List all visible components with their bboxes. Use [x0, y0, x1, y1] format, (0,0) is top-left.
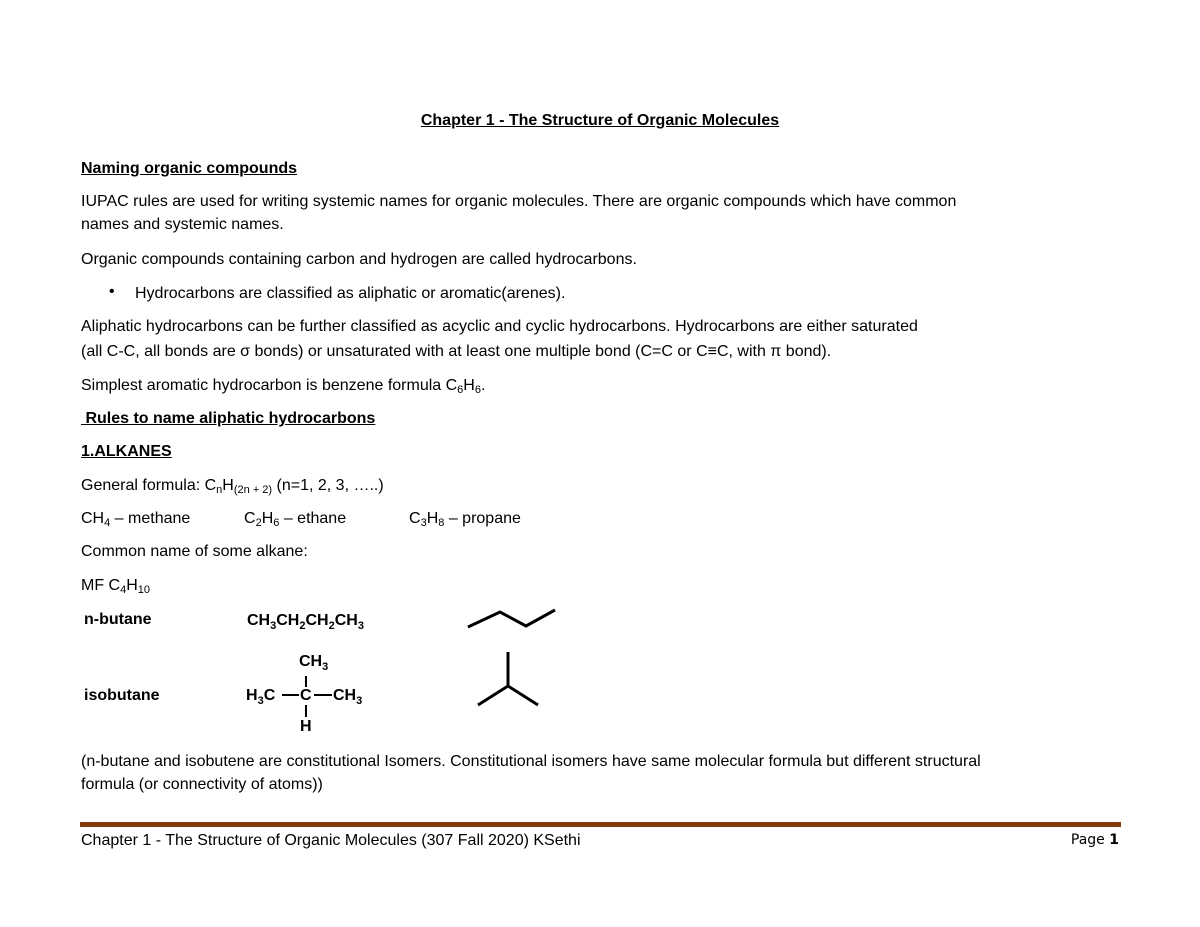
heading-alkanes: 1.ALKANES — [81, 443, 172, 460]
paragraph-isomers-line2: formula (or connectivity of atoms)) — [81, 776, 323, 793]
molecular-formula: MF $C_4H_{10}$ — [81, 577, 151, 596]
isobutane-bonds — [240, 660, 380, 730]
isobutane-right-methyl: $CH_3$ — [333, 687, 363, 707]
paragraph-iupac-line2: names and systemic names. — [81, 216, 284, 233]
n-butane-skeletal-structure — [460, 600, 570, 640]
paragraph-aliphatic-line2: (all C-C, all bonds are σ bonds) or unsaturated with at least one multiple bond (C=C or C≡C, with π bond). — [81, 343, 832, 360]
chapter-title: Chapter 1 - The Structure of Organic Molecules — [420, 112, 780, 129]
paragraph-hydrocarbons: Organic compounds containing carbon and hydrogen are called hydrocarbons. — [81, 251, 637, 268]
paragraph-aliphatic-line1: Aliphatic hydrocarbons can be further classified as acyclic and cyclic hydrocarbons. Hydrocarbons are either saturated — [81, 318, 918, 335]
bullet-aliphatic-aromatic: Hydrocarbons are classified as aliphatic or aromatic(arenes). — [135, 285, 566, 302]
isobutane-bottom-hydrogen: H — [300, 718, 312, 735]
footer-page-number: Page 1 — [1070, 832, 1119, 848]
isobutane-label: isobutane — [84, 687, 160, 704]
example-ethane: $C_2H_6$ – ethane — [244, 510, 347, 529]
isobutane-top-methyl: $CH_3$ — [299, 653, 329, 673]
paragraph-isomers-line1: (n-butane and isobutene are constitutional Isomers. Constitutional isomers have same molecular formula but different structural — [81, 753, 981, 770]
isobutane-left-methyl: $H_3C$ — [246, 687, 276, 707]
footer-divider — [80, 822, 1121, 827]
heading-naming: Naming organic compounds — [81, 160, 298, 177]
example-methane: $CH_4$ – methane — [81, 510, 191, 529]
general-formula: General formula: $C_nH_{(2n + 2)}$ (n=1, 2, 3, …..) — [81, 477, 384, 496]
footer-text: Chapter 1 - The Structure of Organic Molecules (307 Fall 2020) KSethi — [81, 832, 581, 849]
n-butane-label: n-butane — [84, 611, 152, 628]
paragraph-iupac-line1: IUPAC rules are used for writing systemic names for organic molecules. There are organic compounds which have common — [81, 193, 957, 210]
example-propane: $C_3H_8$ – propane — [409, 510, 521, 529]
common-name-label: Common name of some alkane: — [81, 543, 308, 560]
isobutane-skeletal-structure — [470, 648, 550, 713]
isobutane-center-carbon: C — [300, 687, 312, 704]
n-butane-formula: $CH_3CH_2CH_2CH_3$ — [247, 612, 364, 632]
bullet-icon: • — [109, 283, 115, 300]
paragraph-benzene: Simplest aromatic hydrocarbon is benzene formula $C_6H_6$. — [81, 377, 486, 396]
heading-rules: Rules to name aliphatic hydrocarbons — [81, 410, 376, 427]
